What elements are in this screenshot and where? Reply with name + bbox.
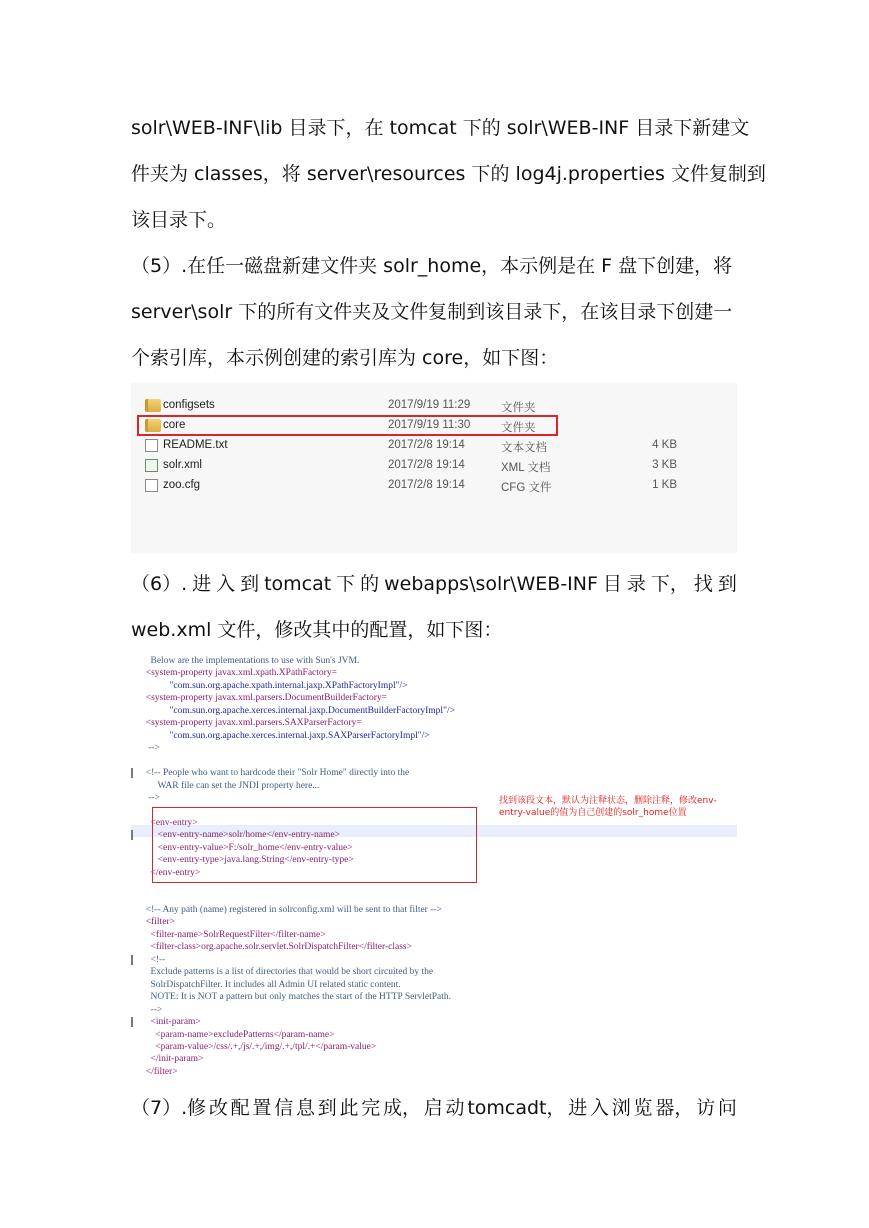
code-text: <param-name>excludePatterns</param-name> [141, 1029, 335, 1040]
code-line [131, 979, 737, 991]
code-line [131, 780, 737, 792]
word: 动 [445, 1097, 465, 1119]
gutter-marker [131, 955, 133, 965]
text-line: web.xml 文件，修改其中的配置，如下图： [131, 619, 503, 641]
file-name: README.txt [163, 439, 228, 451]
code-text: --> [141, 743, 160, 754]
code-text: "com.sun.org.apache.xpath.internal.jaxp.XPathFactoryImpl"/> [141, 680, 408, 691]
code-line [131, 705, 737, 717]
code-text: <env-entry-type>java.lang.String</env-entry-type> [141, 855, 354, 866]
code-text: <system-property javax.xml.xpath.XPathFactory= [141, 668, 337, 679]
word: 成， [383, 1097, 422, 1119]
code-line [131, 680, 737, 692]
word: 览 [633, 1097, 653, 1119]
word: 录 [626, 573, 646, 595]
word: 息 [295, 1097, 315, 1119]
code-text: <init-param> [141, 1017, 201, 1028]
code-text: </filter> [141, 1066, 178, 1077]
file-row [143, 477, 683, 495]
code-text: <system-property javax.xml.parsers.DocumentBuilderFactory= [141, 693, 388, 704]
code-line [131, 742, 737, 754]
code-line [131, 1004, 737, 1016]
code-line [131, 767, 737, 779]
word: 配 [230, 1097, 250, 1119]
word: tomcadt， [467, 1097, 566, 1119]
paragraph-step-7 [131, 1085, 737, 1131]
code-line [131, 1066, 737, 1078]
word: 到 [717, 573, 737, 595]
code-text: "com.sun.org.apache.xerces.internal.jaxp.DocumentBuilderFactoryImpl"/> [141, 705, 455, 716]
code-text: <filter-name>SolrRequestFilter</filter-name> [141, 929, 326, 940]
code-text: <env-entry-name>solr/home</env-entry-name> [141, 830, 340, 841]
word: 访 [696, 1097, 716, 1119]
code-text: --> [141, 792, 160, 803]
file-name: solr.xml [163, 459, 202, 471]
highlight-box [152, 807, 477, 883]
xml-file-icon [145, 459, 158, 472]
word: 问 [717, 1097, 737, 1119]
code-line [131, 904, 737, 916]
word: 下 [336, 573, 356, 595]
file-icon [145, 479, 158, 492]
file-row [143, 457, 683, 475]
file-size: 1 KB [652, 479, 677, 491]
code-line [131, 892, 737, 904]
code-line [131, 667, 737, 679]
code-text: <filter-class>org.apache.solr.servlet.SolrDispatchFilter</filter-class> [141, 942, 412, 953]
code-text: SolrDispatchFilter. It includes all Admin UI related static content. [141, 979, 401, 990]
code-line [131, 916, 737, 928]
file-name: zoo.cfg [163, 479, 201, 491]
code-text: NOTE: It is NOT a pattern but only matches the start of the HTTP ServletPath. [141, 992, 452, 1003]
code-line [131, 941, 737, 953]
file-size: 4 KB [652, 439, 677, 451]
file-type: XML 文档 [501, 462, 551, 474]
web-xml-code-screenshot [131, 653, 737, 1078]
code-text: <!-- Any path (name) registered in solrconfig.xml will be sent to that filter --> [141, 905, 442, 915]
code-line [131, 1041, 737, 1053]
highlight-box [137, 415, 558, 436]
code-text: <filter> [141, 917, 175, 928]
code-text: --> [141, 1004, 163, 1015]
text-line: 件夹为 classes，将 server\resources 下的 log4j.properties 文件复制到 [131, 163, 766, 185]
folder-icon [145, 399, 161, 412]
code-text: </env-entry> [141, 867, 201, 878]
code-line [131, 991, 737, 1003]
gutter-marker [131, 830, 133, 840]
code-text: <!-- [141, 954, 166, 965]
word: 下， [650, 573, 689, 595]
paragraph-step-6 [131, 561, 737, 653]
code-line [131, 966, 737, 978]
code-line [131, 692, 737, 704]
word: webapps\solr\WEB-INF [384, 573, 598, 595]
code-text: <param-value>/css/.+,/js/.+,/img/.+,/tpl/.+</param-value> [141, 1041, 377, 1052]
code-line [131, 655, 737, 667]
word: 进 [192, 573, 212, 595]
code-line [131, 1053, 737, 1065]
code-line [131, 954, 737, 966]
word: （6）. [131, 573, 188, 595]
text-line-justified [131, 1085, 737, 1131]
file-explorer-screenshot [131, 383, 737, 553]
code-text: <env-entry-value>F:/solr_home</env-entry-value> [141, 842, 353, 853]
annotation-note: 找到该段文本，默认为注释状态，删除注释，修改env-entry-value的值为自己创建的solr_home位置 [499, 796, 717, 818]
file-date: 2017/2/8 19:14 [388, 459, 465, 471]
word: 改 [208, 1097, 228, 1119]
word: 启 [423, 1097, 443, 1119]
code-text: </init-param> [141, 1054, 204, 1065]
word: 进 [568, 1097, 588, 1119]
code-text: <system-property javax.xml.parsers.SAXParserFactory= [141, 718, 362, 729]
word: 置 [252, 1097, 272, 1119]
file-size: 3 KB [652, 459, 677, 471]
code-text: Exclude patterns is a list of directories that would be short circuited by the [141, 967, 434, 978]
text-line: 个索引库，本示例创建的索引库为 core，如下图： [131, 347, 559, 369]
text-line: （5）.在任一磁盘新建文件夹 solr_home，本示例是在 F 盘下创建，将 [131, 255, 733, 277]
gutter-marker [131, 1017, 133, 1027]
file-type: 文本文档 [501, 442, 547, 454]
gutter-marker [131, 768, 133, 778]
word: 目 [602, 573, 622, 595]
file-date: 2017/2/8 19:14 [388, 479, 465, 491]
word: 入 [590, 1097, 610, 1119]
file-row [143, 437, 683, 455]
word: 找 [693, 573, 713, 595]
code-line [131, 730, 737, 742]
file-type: CFG 文件 [501, 482, 552, 494]
file-date: 2017/2/8 19:14 [388, 439, 465, 451]
file-date: 2017/9/19 11:30 [388, 419, 471, 431]
word: 信 [274, 1097, 294, 1119]
file-date: 2017/9/19 11:29 [388, 399, 471, 411]
file-name: configsets [163, 399, 215, 411]
word: 入 [216, 573, 236, 595]
code-line [131, 1029, 737, 1041]
code-text: <env-entry> [141, 817, 198, 828]
code-line [131, 1016, 737, 1028]
word: （7）.修 [131, 1097, 207, 1119]
file-type: 文件夹 [501, 402, 536, 414]
word: tomcat [264, 573, 332, 595]
word: 到 [240, 573, 260, 595]
text-line: solr\WEB-INF\lib 目录下，在 tomcat 下的 solr\WEB-INF 目录下新建文 [131, 117, 750, 139]
code-line [131, 929, 737, 941]
file-type: 文件夹 [501, 422, 536, 434]
code-line [131, 717, 737, 729]
text-line: server\solr 下的所有文件夹及文件复制到该目录下，在该目录下创建一 [131, 301, 733, 323]
code-text: "com.sun.org.apache.xerces.internal.jaxp.SAXParserFactoryImpl"/> [141, 730, 430, 741]
word: 完 [361, 1097, 381, 1119]
file-name: core [163, 419, 186, 431]
word: 器， [655, 1097, 694, 1119]
text-file-icon [145, 439, 158, 452]
code-text: Below are the implementations to use with Sun's JVM. [141, 656, 360, 666]
text-line-justified [131, 561, 737, 607]
paragraph-step-5 [131, 243, 737, 381]
word: 浏 [611, 1097, 631, 1119]
code-text: WAR file can set the JNDI property here... [141, 780, 320, 791]
paragraph-copy-log4j [131, 105, 766, 243]
code-text: <!-- People who want to hardcode their "Solr Home" directly into the [141, 768, 410, 779]
text-line: 该目录下。 [131, 209, 227, 231]
file-row [143, 397, 683, 415]
word: 到 [317, 1097, 337, 1119]
word: 的 [360, 573, 380, 595]
code-line [131, 755, 737, 767]
word: 此 [339, 1097, 359, 1119]
